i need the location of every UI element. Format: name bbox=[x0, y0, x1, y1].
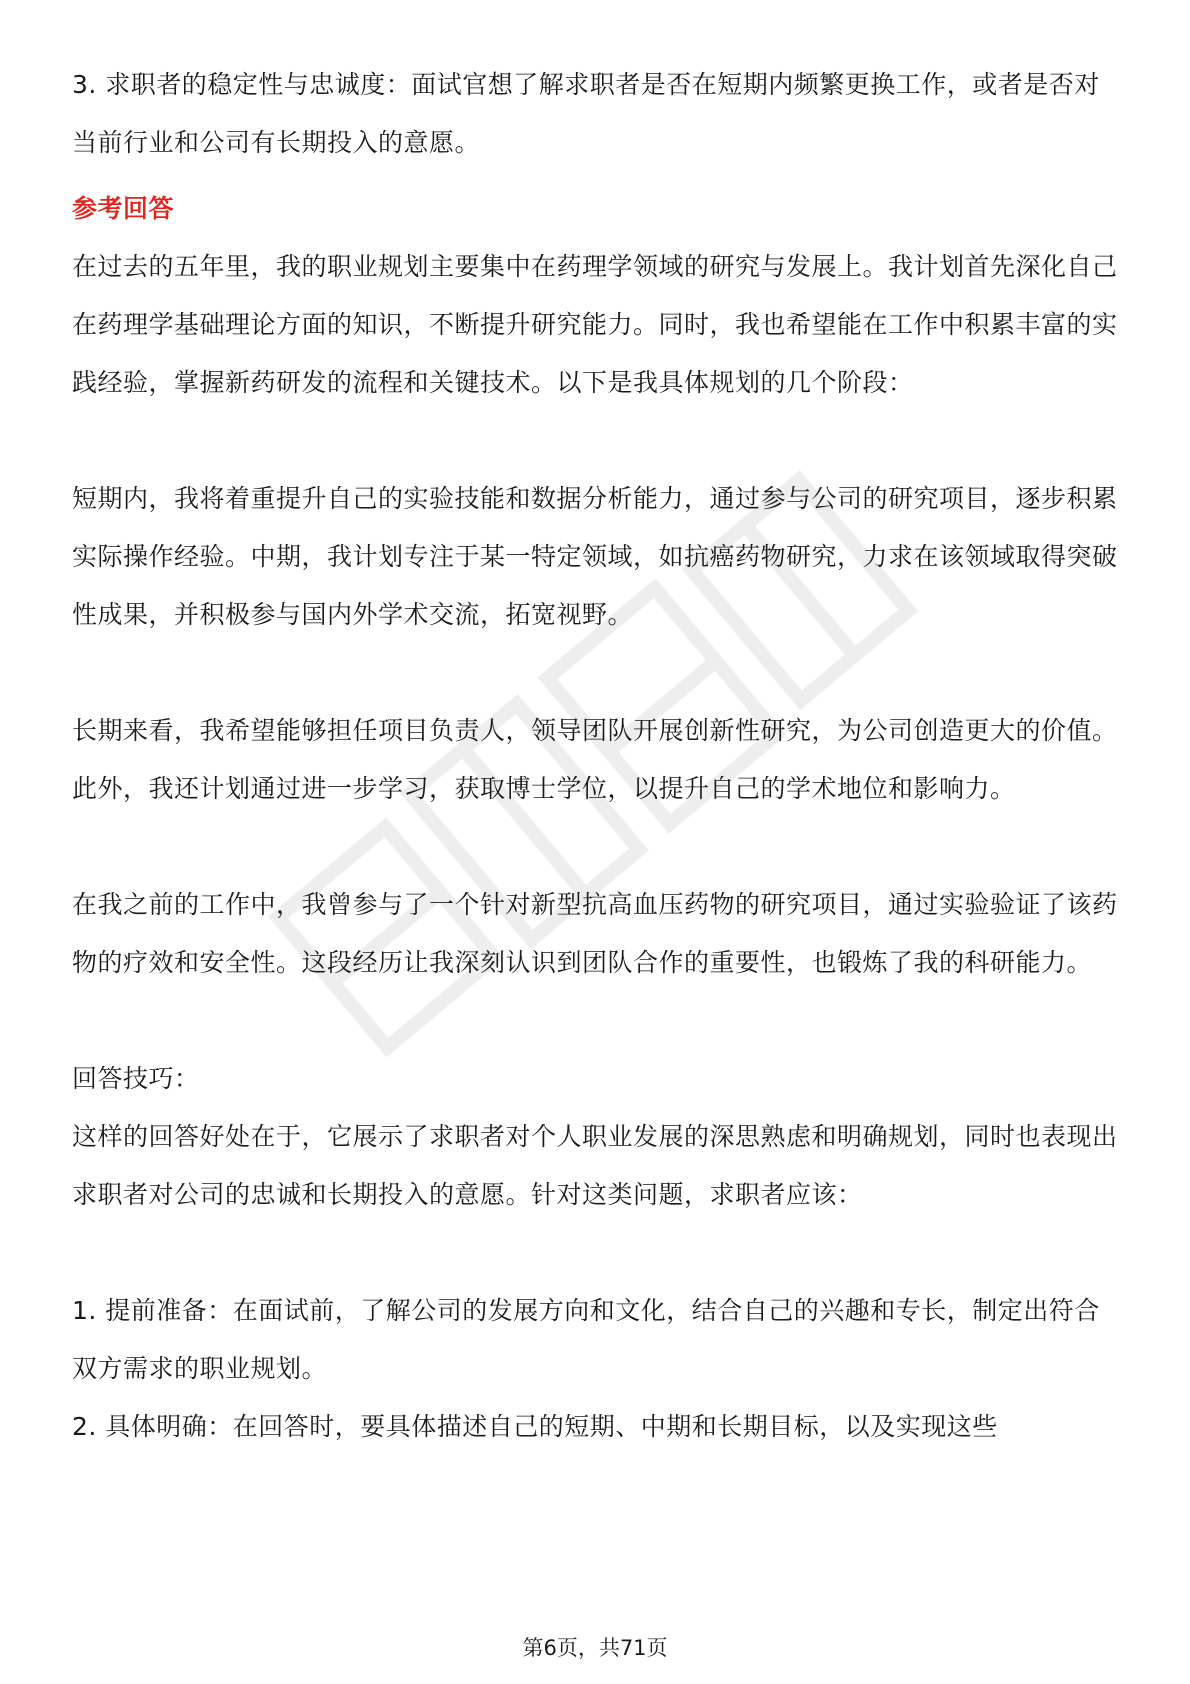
page-number: 第6页，共71页 bbox=[522, 1636, 668, 1660]
tip-item-2: 2. 具体明确：在回答时，要具体描述自己的短期、中期和长期目标，以及实现这些 bbox=[72, 1412, 998, 1441]
answer-paragraph: 在我之前的工作中，我曾参与了一个针对新型抗高血压药物的研究项目，通过实验验证了该药物的疗效和安全性。这段经历让我深刻认识到团队合作的重要性，也锻炼了我的科研能力。 bbox=[72, 890, 1118, 977]
answer-paragraph: 在过去的五年里，我的职业规划主要集中在药理学领域的研究与发展上。我计划首先深化自己在药理学基础理论方面的知识，不断提升研究能力。同时，我也希望能在工作中积累丰富的实践经验，掌握新药研发的流程和关键技术。以下是我具体规划的几个阶段： bbox=[72, 252, 1118, 397]
tip-item-1: 1. 提前准备：在面试前，了解公司的发展方向和文化，结合自己的兴趣和专长，制定出符合双方需求的职业规划。 bbox=[72, 1296, 1100, 1383]
reference-answer-title: 参考回答 bbox=[72, 194, 175, 223]
tips-intro: 这样的回答好处在于，它展示了求职者对个人职业发展的深思熟虑和明确规划，同时也表现出求职者对公司的忠诚和长期投入的意愿。针对这类问题，求职者应该： bbox=[72, 1122, 1118, 1209]
paragraph-gap bbox=[72, 644, 1118, 702]
answer-paragraph: 短期内，我将着重提升自己的实验技能和数据分析能力，通过参与公司的研究项目，逐步积累实际操作经验。中期，我计划专注于某一特定领域，如抗癌药物研究，力求在该领域取得突破性成果，并积极参与国内外学术交流，拓宽视野。 bbox=[72, 484, 1118, 629]
paragraph-gap bbox=[72, 1224, 1118, 1282]
paragraph-gap bbox=[72, 412, 1118, 470]
question-point-3: 3. 求职者的稳定性与忠诚度：面试官想了解求职者是否在短期内频繁更换工作，或者是否对当前行业和公司有长期投入的意愿。 bbox=[72, 70, 1100, 157]
paragraph-gap bbox=[72, 992, 1118, 1050]
paragraph-gap bbox=[72, 818, 1118, 876]
document-body bbox=[72, 56, 1118, 1456]
tips-title: 回答技巧： bbox=[72, 1064, 200, 1093]
answer-paragraph: 长期来看，我希望能够担任项目负责人，领导团队开展创新性研究，为公司创造更大的价值。此外，我还计划通过进一步学习，获取博士学位，以提升自己的学术地位和影响力。 bbox=[72, 716, 1118, 803]
